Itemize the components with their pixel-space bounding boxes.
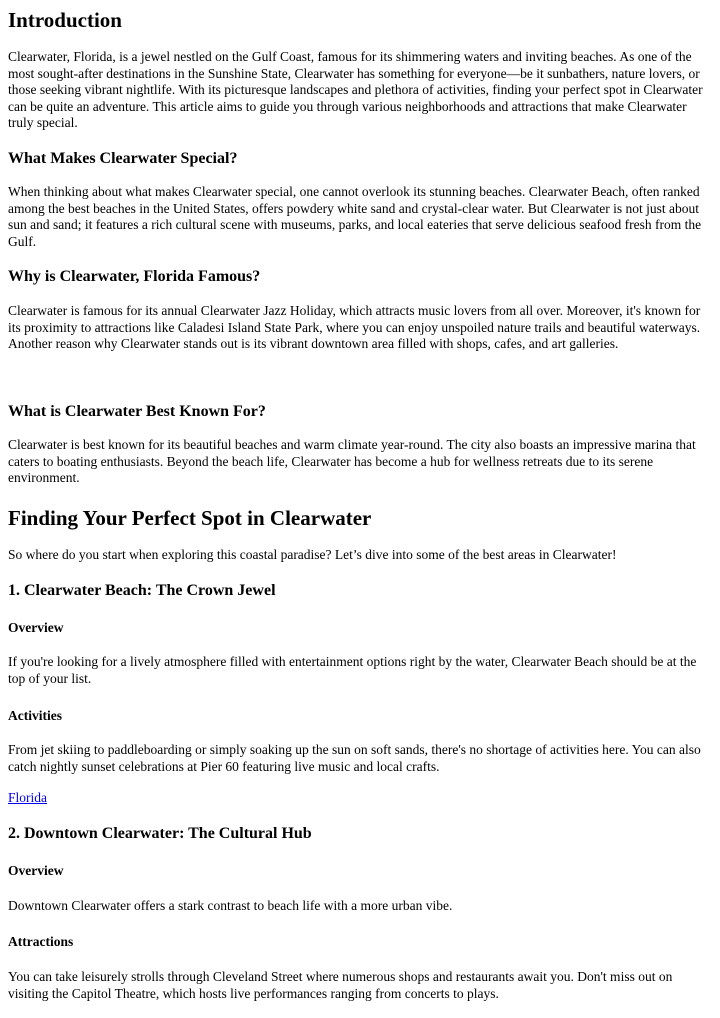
known-paragraph: Clearwater is best known for its beautiful beaches and warm climate year-round. The city also boasts an impressive marina that caters to boating enthusiasts. Beyond the beach life, Clearwater has become a hub for wellness retreats due to its serene environment.	[8, 437, 696, 486]
downtown-overview-heading: Overview	[8, 863, 64, 878]
downtown-overview-text: Downtown Clearwater offers a stark contrast to beach life with a more urban vibe.	[8, 898, 453, 913]
downtown-attractions-text: You can take leisurely strolls through Cleveland Street where numerous shops and restaurants await you. Don't miss out on visiting the Capitol Theatre, which hosts live performances ranging from concerts to plays.	[8, 969, 673, 1001]
beach-activities-text: From jet skiing to paddleboarding or simply soaking up the sun on soft sands, there's no shortage of activities here. You can also catch nightly sunset celebrations at Pier 60 featuring live music and local crafts.	[8, 742, 701, 774]
downtown-attractions-heading: Attractions	[8, 934, 74, 949]
finding-heading: Finding Your Perfect Spot in Clearwater	[8, 506, 372, 530]
famous-paragraph: Clearwater is famous for its annual Clearwater Jazz Holiday, which attracts music lovers from all over. Moreover, it's known for its proximity to attractions like Caladesi Island State Park, where you can enjoy unspoiled nature trails and beautiful waterways. Another reason why Clearwater stands out is its vibrant downtown area filled with shops, cafes, and art galleries.	[8, 303, 701, 352]
beach-activities-heading: Activities	[8, 708, 62, 723]
special-paragraph: When thinking about what makes Clearwater special, one cannot overlook its stunning beaches. Clearwater Beach, often ranked among the best beaches in the United States, offers powdery white sand and crystal-clear water. But Clearwater is not just about sun and sand; it features a rich cultural scene with museums, parks, and local eateries that serve delicious seafood fresh from the Gulf.	[8, 184, 702, 249]
finding-paragraph: So where do you start when exploring this coastal paradise? Let’s dive into some of the best areas in Clearwater!	[8, 547, 617, 562]
beach-overview-heading: Overview	[8, 620, 64, 635]
special-heading: What Makes Clearwater Special?	[8, 150, 238, 167]
intro-heading: Introduction	[8, 8, 122, 32]
known-heading: What is Clearwater Best Known For?	[8, 403, 266, 420]
beach-overview-text: If you're looking for a lively atmosphere filled with entertainment options right by the water, Clearwater Beach should be at the top of your list.	[8, 654, 697, 686]
downtown-heading: 2. Downtown Clearwater: The Cultural Hub	[8, 825, 312, 842]
beach-heading: 1. Clearwater Beach: The Crown Jewel	[8, 582, 276, 599]
florida-link[interactable]: Florida	[8, 790, 47, 805]
famous-heading: Why is Clearwater, Florida Famous?	[8, 268, 261, 285]
intro-paragraph: Clearwater, Florida, is a jewel nestled on the Gulf Coast, famous for its shimmering waters and inviting beaches. As one of the most sought-after destinations in the Sunshine State, Clearwater has something for everyone—be it sunbathers, nature lovers, or those seeking vibrant nightlife. With its picturesque landscapes and plethora of activities, finding your perfect spot in Clearwater can be quite an adventure. This article aims to guide you through various neighborhoods and attractions that make Clearwater truly special.	[8, 49, 703, 131]
